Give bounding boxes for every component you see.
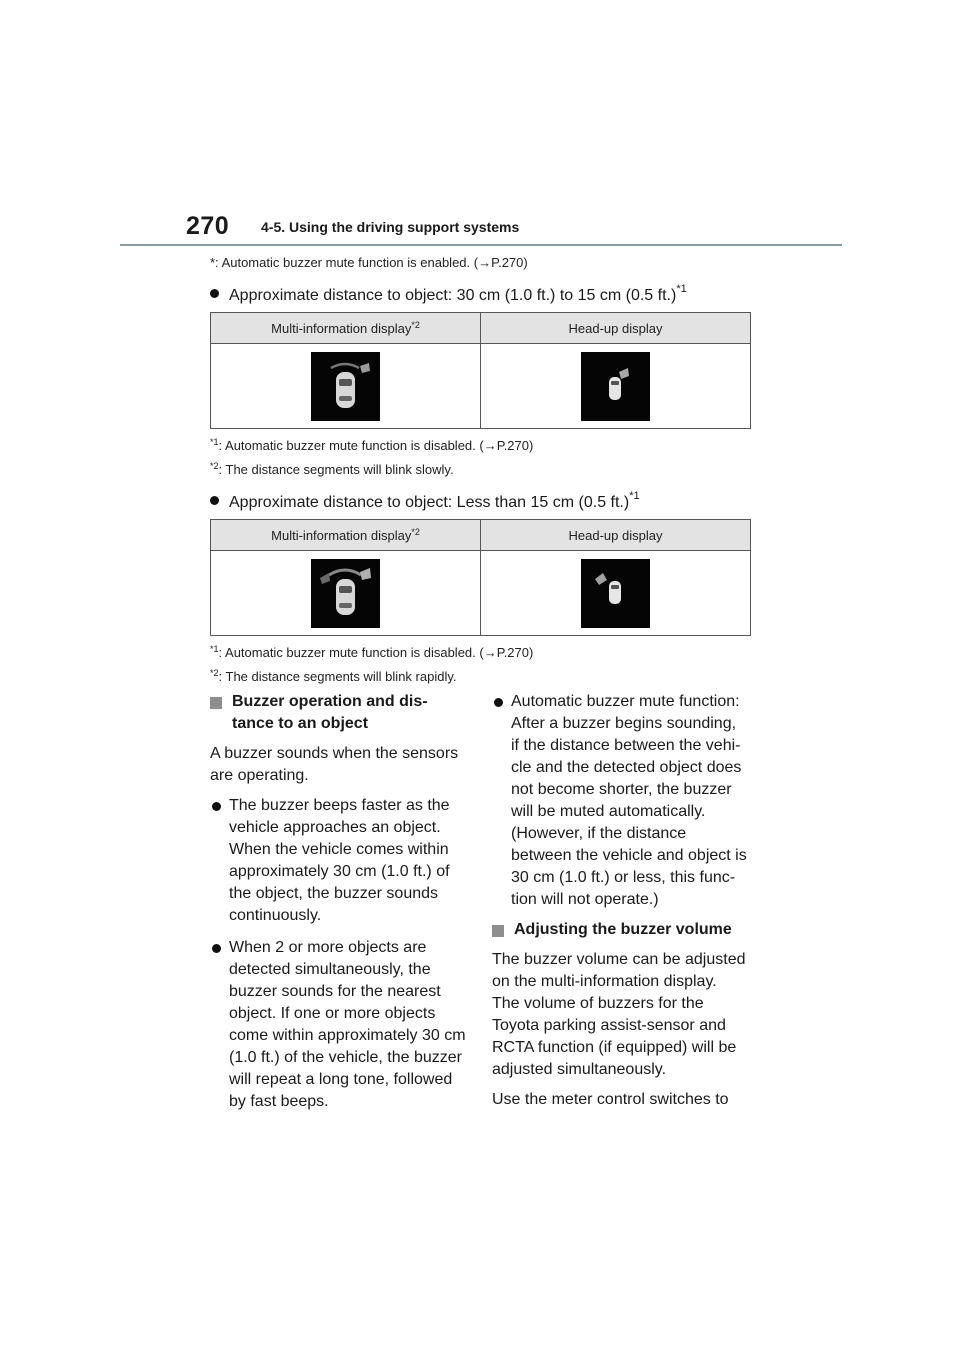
square-bullet-icon xyxy=(210,697,222,709)
display-table-2 xyxy=(210,519,751,636)
footnote-mark: *1 xyxy=(676,283,687,295)
multi-info-display-cell xyxy=(211,344,481,429)
note-text: : The distance segments will blink slowly. xyxy=(218,462,454,477)
paragraph-intro: A buzzer sounds when the sensors are operating. xyxy=(210,745,459,784)
list-item-text: The buzzer beeps faster as the vehicle approaches an object. When the vehicle comes within approximately 30 cm (1.0 ft.) of the object, the buzzer sounds continuously. xyxy=(229,797,450,924)
vehicle-icon xyxy=(609,377,621,400)
footnote-mark: *1 xyxy=(210,644,219,654)
heading-line: Adjusting the buzzer volume xyxy=(514,921,732,938)
bullet-dot-icon xyxy=(494,698,503,707)
note-automatic-mute-enabled: *: Automatic buzzer mute function is enabled. (→P.270) xyxy=(210,255,528,270)
vehicle-icon xyxy=(336,372,355,408)
footnote-mark: *2 xyxy=(411,320,420,330)
note-text: : Automatic buzzer mute function is disabled. (→P.270) xyxy=(218,645,534,660)
vehicle-icon xyxy=(609,581,621,604)
left-column xyxy=(210,691,466,1113)
note-text: : Automatic buzzer mute function is disabled. (→P.270) xyxy=(218,438,534,453)
footnote-mark: *2 xyxy=(411,527,420,537)
square-bullet-icon xyxy=(492,925,504,937)
heading-buzzer-operation xyxy=(210,691,466,735)
footnote-mark: *2 xyxy=(210,668,219,678)
multi-info-display-cell xyxy=(211,551,481,636)
head-up-display-image xyxy=(581,559,650,628)
note-mute-disabled-2 xyxy=(210,644,533,660)
list-item xyxy=(210,795,466,927)
bullet-text: Approximate distance to object: 30 cm (1.0 ft.) to 15 cm (0.5 ft.) xyxy=(229,287,677,304)
note-text: : The distance segments will blink rapidly. xyxy=(218,669,457,684)
bullet-dot-icon xyxy=(210,289,219,298)
list-item-text: When 2 or more objects are detected simultaneously, the buzzer sounds for the nearest object. If one or more objects come within approximately 30 cm (1.0 ft.) of the vehicle, the buzzer will repeat a long tone, followed by fast beeps. xyxy=(229,939,466,1110)
heading-buzzer-volume xyxy=(492,919,748,941)
footnote-mark: *1 xyxy=(629,490,640,502)
table-header-multi-info xyxy=(211,520,481,551)
bullet-text: Approximate distance to object: Less than 15 cm (0.5 ft.) xyxy=(229,494,630,511)
bullet-distance-30-15 xyxy=(210,283,687,305)
footnote-mark: *1 xyxy=(210,437,219,447)
paragraph-meter-switches: Use the meter control switches to xyxy=(492,1091,729,1108)
bullet-dot-icon xyxy=(210,496,219,505)
table-header-head-up: Head-up display xyxy=(481,313,751,344)
header-divider xyxy=(120,244,842,246)
note-mute-disabled-1 xyxy=(210,437,533,453)
bullet-distance-less-15 xyxy=(210,490,640,512)
bullet-dot-icon xyxy=(212,802,221,811)
vehicle-icon xyxy=(336,579,355,615)
head-up-display-cell xyxy=(481,551,751,636)
multi-info-display-image xyxy=(311,352,380,421)
heading-line: Buzzer operation and dis- xyxy=(232,693,428,710)
right-column xyxy=(492,691,748,1111)
heading-line: tance to an object xyxy=(232,715,369,732)
note-blink-slowly xyxy=(210,461,454,477)
bullet-dot-icon xyxy=(212,944,221,953)
display-table-1 xyxy=(210,312,751,429)
list-item-text: Automatic buzzer mute function: After a buzzer begins sounding, if the distance between the vehi-cle and the detected object does not become shorter, the buzzer will be muted automatically. (However, if the distance between the vehicle and object is 30 cm (1.0 ft.) or less, this func-tion will not operate.) xyxy=(511,693,747,908)
section-title: 4-5. Using the driving support systems xyxy=(261,219,520,235)
header-label: Multi-information display xyxy=(271,321,412,336)
table-header-head-up: Head-up display xyxy=(481,520,751,551)
page-number: 270 xyxy=(186,212,230,240)
head-up-display-cell xyxy=(481,344,751,429)
head-up-display-image xyxy=(581,352,650,421)
list-item xyxy=(492,691,748,911)
list-item xyxy=(210,937,466,1113)
footnote-mark: *2 xyxy=(210,461,219,471)
table-header-multi-info xyxy=(211,313,481,344)
note-blink-rapidly xyxy=(210,668,456,684)
header-label: Multi-information display xyxy=(271,528,412,543)
multi-info-display-image xyxy=(311,559,380,628)
paragraph-volume: The buzzer volume can be adjusted on the multi-information display. The volume of buzzers for the Toyota parking assist-sensor and RCTA function (if equipped) will be adjusted simultaneously. xyxy=(492,951,746,1078)
